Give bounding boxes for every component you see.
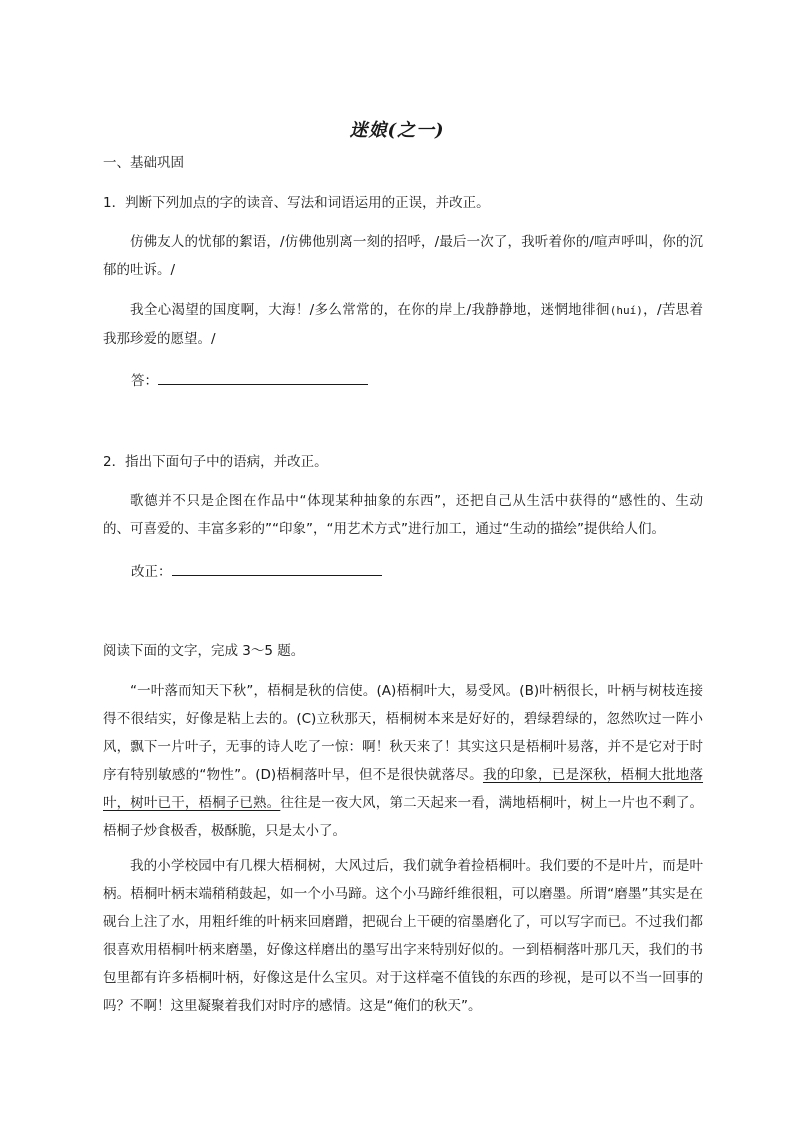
passage-2-text-before: 我全心渴望的国度啊，大海！/多么常常的，在你的岸上/我静静地，迷惘地徘徊 — [130, 302, 610, 318]
pinyin-annotation: (huí) — [609, 304, 643, 317]
question-2-prompt: 2．指出下面句子中的语病，并改正。 — [103, 454, 328, 470]
reading-paragraph-2: 我的小学校园中有几棵大梧桐树，大风过后，我们就争着捡梧桐叶。我们要的不是叶片，而是叶柄。梧桐叶柄末端稍稍鼓起，如一个小马蹄。这个小马蹄纤维很粗，可以磨墨。所谓“磨墨”其实是在砚台上注了水，用粗纤维的叶柄来回磨蹭，把砚台上干硬的宿墨磨化了，可以写字而已。不过我们都很喜欢用梧桐叶柄来磨墨，好像这样磨出的墨写出字来特别好似的。一到梧桐落叶那几天，我们的书包里都有许多梧桐叶柄，好像这是什么宝贝。对于这样毫不值钱的东西的珍视，是可以不当一回事的吗？不啊！这里凝聚着我们对时序的感情。这是“俺们的秋天”。 — [103, 858, 703, 1014]
reading-paragraph-1 — [103, 677, 703, 845]
question-1-passage-2 — [103, 296, 703, 353]
passage-2-text-after: ，/苦思着我那珍爱的愿望。/ — [103, 302, 703, 347]
answer-2-blank[interactable] — [172, 561, 382, 576]
question-2-passage: 歌德并不只是企图在作品中“体现某种抽象的东西”，还把自己从生活中获得的“感性的、生动的、可喜爱的、丰富多彩的”“印象”，“用艺术方式”进行加工，通过“生动的描绘”提供给人们。 — [103, 493, 703, 537]
reading-p1-after: 往往是一夜大风，第二天起来一看，满地梧桐叶，树上一片也不剩了。梧桐子炒食极香，极酥脆，只是太小了。 — [103, 795, 704, 839]
reading-intro: 阅读下面的文字，完成 3～5 题。 — [103, 643, 305, 659]
answer-1-row — [131, 370, 368, 391]
question-1-prompt: 1．判断下列加点的字的读音、写法和词语运用的正误，并改正。 — [103, 195, 490, 211]
underlined-sentence: 我的印象，已是深秋，梧桐大批地落叶，树叶已干，梧桐子已熟。 — [103, 767, 704, 811]
document-title: 迷娘(之一) — [349, 120, 445, 141]
answer-2-row — [131, 561, 382, 582]
answer-2-label: 改正： — [131, 564, 172, 580]
section-heading: 一、基础巩固 — [103, 155, 184, 171]
answer-1-label: 答： — [131, 373, 158, 389]
answer-1-blank[interactable] — [158, 370, 368, 385]
question-1-passage-1: 仿佛友人的忧郁的絮语，/仿佛他别离一刻的招呼，/最后一次了，我听着你的/喧声呼叫，你的沉郁的吐诉。/ — [103, 234, 703, 278]
reading-p1-before: “一叶落而知天下秋”，梧桐是秋的信使。(A)梧桐叶大，易受风。(B)叶柄很长，叶柄与树枝连接得不很结实，好像是粘上去的。(C)立秋那天，梧桐树本来是好好的，碧绿碧绿的，忽然吹过一阵小风，飘下一片叶子，无事的诗人吃了一惊：啊！秋天来了！其实这只是梧桐叶易落，并不是它对于时序有特别敏感的“物性”。(D)梧桐落叶早，但不是很快就落尽。 — [103, 683, 703, 783]
